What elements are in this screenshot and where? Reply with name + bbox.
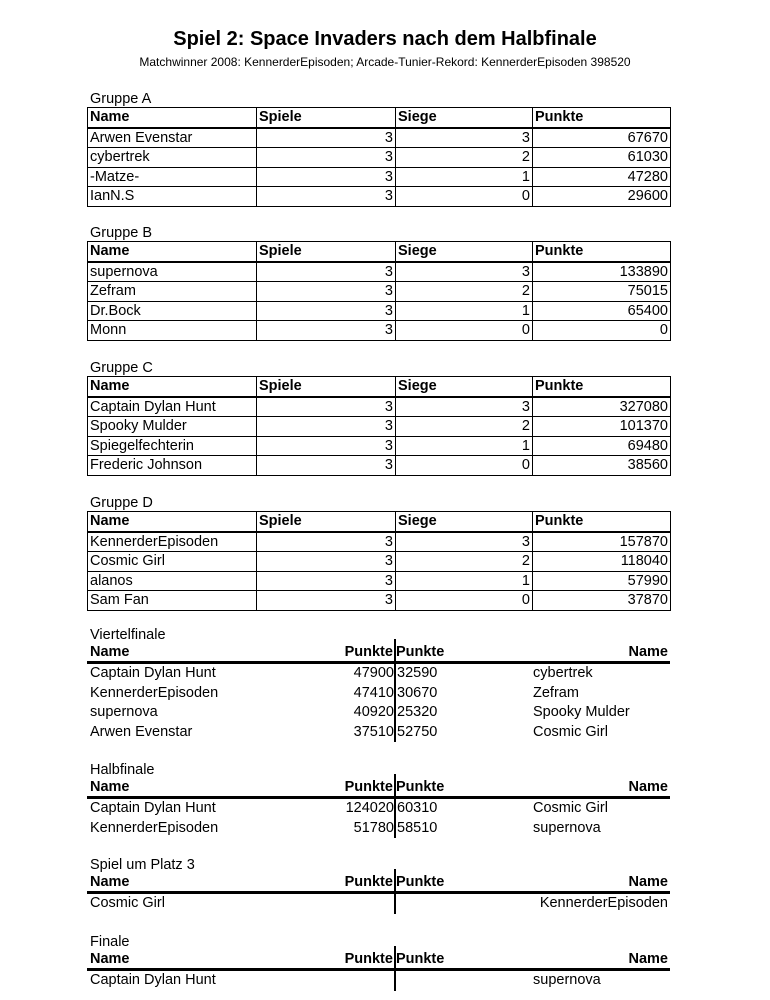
match-row xyxy=(87,703,670,723)
page-subtitle: Matchwinner 2008: KennerderEpisoden; Arcade-Tunier-Rekord: KennerderEpisoden 398520 xyxy=(139,55,631,69)
player-left: KennerderEpisoden xyxy=(90,819,219,836)
player-name: cybertrek xyxy=(88,148,257,168)
table-row xyxy=(88,301,671,321)
wins-count: 0 xyxy=(396,591,533,611)
games-count: 3 xyxy=(257,128,396,148)
player-right: cybertrek xyxy=(533,665,593,681)
player-name: Sam Fan xyxy=(88,591,257,611)
points-right: 58510 xyxy=(397,819,438,836)
group-section xyxy=(87,495,670,611)
player-name: Spooky Mulder xyxy=(88,417,257,437)
games-count: 3 xyxy=(257,552,396,572)
table-row xyxy=(88,456,671,476)
column-header-name-right: Name xyxy=(628,779,668,795)
points-left xyxy=(315,971,395,991)
table-header-row xyxy=(88,512,671,532)
table-row xyxy=(88,417,671,437)
player-right: supernova xyxy=(533,819,601,836)
group-section xyxy=(87,225,670,341)
points-right xyxy=(394,894,532,914)
column-header-punkte: Punkte xyxy=(533,108,671,128)
player-right: Zefram xyxy=(533,684,579,701)
group-section xyxy=(87,360,670,476)
wins-count: 1 xyxy=(396,301,533,321)
column-divider xyxy=(394,774,396,838)
match-table xyxy=(87,873,670,914)
column-header-punkte: Punkte xyxy=(533,377,671,397)
column-header-name-right: Name xyxy=(628,951,668,967)
games-count: 3 xyxy=(257,532,396,552)
wins-count: 3 xyxy=(396,128,533,148)
match-row xyxy=(87,894,670,914)
points-value: 69480 xyxy=(533,436,671,456)
points-left: 124020 xyxy=(345,800,394,816)
column-header-punkte: Punkte xyxy=(533,512,671,532)
player-name: Arwen Evenstar xyxy=(88,128,257,148)
points-value: 101370 xyxy=(533,417,671,437)
final-section xyxy=(87,934,670,991)
player-left: Cosmic Girl xyxy=(90,895,165,911)
player-name: Captain Dylan Hunt xyxy=(88,397,257,417)
games-count: 3 xyxy=(257,417,396,437)
points-value: 67670 xyxy=(533,128,671,148)
round-label: Halbfinale xyxy=(90,762,155,778)
wins-count: 0 xyxy=(396,187,533,207)
points-left: 51780 xyxy=(353,819,394,836)
column-header-points-right: Punkte xyxy=(395,951,445,967)
table-header-row xyxy=(87,950,670,971)
round-label: Finale xyxy=(90,934,130,950)
table-header-row xyxy=(87,873,670,894)
table-row xyxy=(88,571,671,591)
wins-count: 3 xyxy=(396,532,533,552)
table-header-row xyxy=(88,242,671,262)
player-left: KennerderEpisoden xyxy=(90,684,219,701)
player-left: Captain Dylan Hunt xyxy=(90,800,216,816)
player-name: IanN.S xyxy=(88,187,257,207)
column-header-siege: Siege xyxy=(396,108,533,128)
group-table xyxy=(87,376,671,476)
points-value: 38560 xyxy=(533,456,671,476)
column-header-points-left: Punkte xyxy=(344,951,393,967)
points-left: 47410 xyxy=(353,684,394,701)
match-row xyxy=(87,684,670,704)
group-table xyxy=(87,107,671,207)
player-right: Spooky Mulder xyxy=(533,704,630,720)
points-right: 60310 xyxy=(397,800,438,816)
column-header-name-left: Name xyxy=(90,951,130,967)
column-divider xyxy=(394,639,396,742)
player-left: supernova xyxy=(90,704,158,720)
table-row xyxy=(88,591,671,611)
column-header-points-right: Punkte xyxy=(395,779,445,795)
points-value: 47280 xyxy=(533,167,671,187)
column-header-name: Name xyxy=(88,377,257,397)
wins-count: 0 xyxy=(396,321,533,341)
points-right: 30670 xyxy=(397,684,438,701)
points-left: 37510 xyxy=(353,723,394,740)
points-left: 47900 xyxy=(353,665,394,681)
games-count: 3 xyxy=(257,591,396,611)
column-header-points-left: Punkte xyxy=(344,874,393,890)
player-right: supernova xyxy=(533,972,601,988)
points-value: 57990 xyxy=(533,571,671,591)
player-name: KennerderEpisoden xyxy=(88,532,257,552)
match-row xyxy=(87,819,670,839)
games-count: 3 xyxy=(257,187,396,207)
column-header-name: Name xyxy=(88,242,257,262)
match-table xyxy=(87,950,670,991)
column-header-name: Name xyxy=(88,512,257,532)
player-name: Spiegelfechterin xyxy=(88,436,257,456)
points-value: 157870 xyxy=(533,532,671,552)
column-header-points-right: Punkte xyxy=(395,644,445,660)
column-header-spiele: Spiele xyxy=(257,512,396,532)
player-name: supernova xyxy=(88,262,257,282)
column-divider xyxy=(394,946,396,991)
points-value: 0 xyxy=(533,321,671,341)
round-label: Spiel um Platz 3 xyxy=(90,857,195,873)
table-row xyxy=(88,148,671,168)
table-row xyxy=(88,436,671,456)
points-right: 52750 xyxy=(397,723,438,740)
column-header-spiele: Spiele xyxy=(257,108,396,128)
wins-count: 1 xyxy=(396,571,533,591)
group-label: Gruppe D xyxy=(90,495,153,511)
player-left: Captain Dylan Hunt xyxy=(90,972,216,988)
games-count: 3 xyxy=(257,456,396,476)
wins-count: 2 xyxy=(396,552,533,572)
games-count: 3 xyxy=(257,167,396,187)
group-table xyxy=(87,241,671,341)
player-name: Cosmic Girl xyxy=(88,552,257,572)
column-header-siege: Siege xyxy=(396,377,533,397)
table-header-row xyxy=(87,778,670,799)
games-count: 3 xyxy=(257,321,396,341)
wins-count: 3 xyxy=(396,262,533,282)
group-table xyxy=(87,511,671,611)
table-row xyxy=(88,167,671,187)
column-header-points-right: Punkte xyxy=(395,874,445,890)
match-table xyxy=(87,643,670,742)
wins-count: 3 xyxy=(396,397,533,417)
table-header-row xyxy=(88,377,671,397)
table-header-row xyxy=(88,108,671,128)
table-row xyxy=(88,128,671,148)
table-row xyxy=(88,321,671,341)
third-place-section xyxy=(87,857,670,914)
column-header-punkte: Punkte xyxy=(533,242,671,262)
games-count: 3 xyxy=(257,282,396,302)
column-header-siege: Siege xyxy=(396,512,533,532)
group-label: Gruppe C xyxy=(90,360,153,376)
match-table xyxy=(87,778,670,838)
points-right: 25320 xyxy=(397,704,438,720)
table-row xyxy=(88,397,671,417)
match-row xyxy=(87,664,670,684)
wins-count: 2 xyxy=(396,148,533,168)
table-row xyxy=(88,532,671,552)
wins-count: 2 xyxy=(396,417,533,437)
round-label: Viertelfinale xyxy=(90,627,166,643)
player-name: Monn xyxy=(88,321,257,341)
wins-count: 0 xyxy=(396,456,533,476)
column-header-name-right: Name xyxy=(628,644,668,660)
table-row xyxy=(88,262,671,282)
player-left: Captain Dylan Hunt xyxy=(90,665,216,681)
column-header-name-right: Name xyxy=(628,874,668,890)
player-name: Dr.Bock xyxy=(88,301,257,321)
match-row xyxy=(87,799,670,819)
points-value: 118040 xyxy=(533,552,671,572)
player-left: Arwen Evenstar xyxy=(90,723,193,740)
column-header-name-left: Name xyxy=(90,779,130,795)
games-count: 3 xyxy=(257,262,396,282)
column-header-name: Name xyxy=(88,108,257,128)
quarterfinal-section xyxy=(87,627,670,742)
player-name: Frederic Johnson xyxy=(88,456,257,476)
group-label: Gruppe A xyxy=(90,91,152,107)
points-value: 61030 xyxy=(533,148,671,168)
wins-count: 1 xyxy=(396,167,533,187)
player-name: Zefram xyxy=(88,282,257,302)
games-count: 3 xyxy=(257,436,396,456)
games-count: 3 xyxy=(257,397,396,417)
table-row xyxy=(88,282,671,302)
games-count: 3 xyxy=(257,571,396,591)
column-divider xyxy=(394,869,396,914)
match-row xyxy=(87,723,670,743)
points-right xyxy=(395,971,533,991)
games-count: 3 xyxy=(257,301,396,321)
group-label: Gruppe B xyxy=(90,225,153,241)
points-value: 75015 xyxy=(533,282,671,302)
column-header-points-left: Punkte xyxy=(344,779,393,795)
column-header-spiele: Spiele xyxy=(257,377,396,397)
player-name: -Matze- xyxy=(88,167,257,187)
table-row xyxy=(88,552,671,572)
wins-count: 2 xyxy=(396,282,533,302)
player-name: alanos xyxy=(88,571,257,591)
page-title: Spiel 2: Space Invaders nach dem Halbfinale xyxy=(173,28,597,50)
player-right: KennerderEpisoden xyxy=(539,895,668,911)
points-left xyxy=(314,894,394,914)
table-header-row xyxy=(87,643,670,664)
match-row xyxy=(87,971,670,991)
column-header-points-left: Punkte xyxy=(344,644,393,660)
group-section xyxy=(87,91,670,207)
table-row xyxy=(88,187,671,207)
points-value: 133890 xyxy=(533,262,671,282)
column-header-spiele: Spiele xyxy=(257,242,396,262)
games-count: 3 xyxy=(257,148,396,168)
points-value: 29600 xyxy=(533,187,671,207)
points-value: 327080 xyxy=(533,397,671,417)
column-header-name-left: Name xyxy=(90,874,130,890)
player-right: Cosmic Girl xyxy=(533,800,608,816)
points-value: 37870 xyxy=(533,591,671,611)
column-header-name-left: Name xyxy=(90,644,130,660)
player-right: Cosmic Girl xyxy=(533,723,608,740)
semifinal-section xyxy=(87,762,670,838)
points-left: 40920 xyxy=(353,704,394,720)
points-value: 65400 xyxy=(533,301,671,321)
column-header-siege: Siege xyxy=(396,242,533,262)
wins-count: 1 xyxy=(396,436,533,456)
points-right: 32590 xyxy=(397,665,438,681)
